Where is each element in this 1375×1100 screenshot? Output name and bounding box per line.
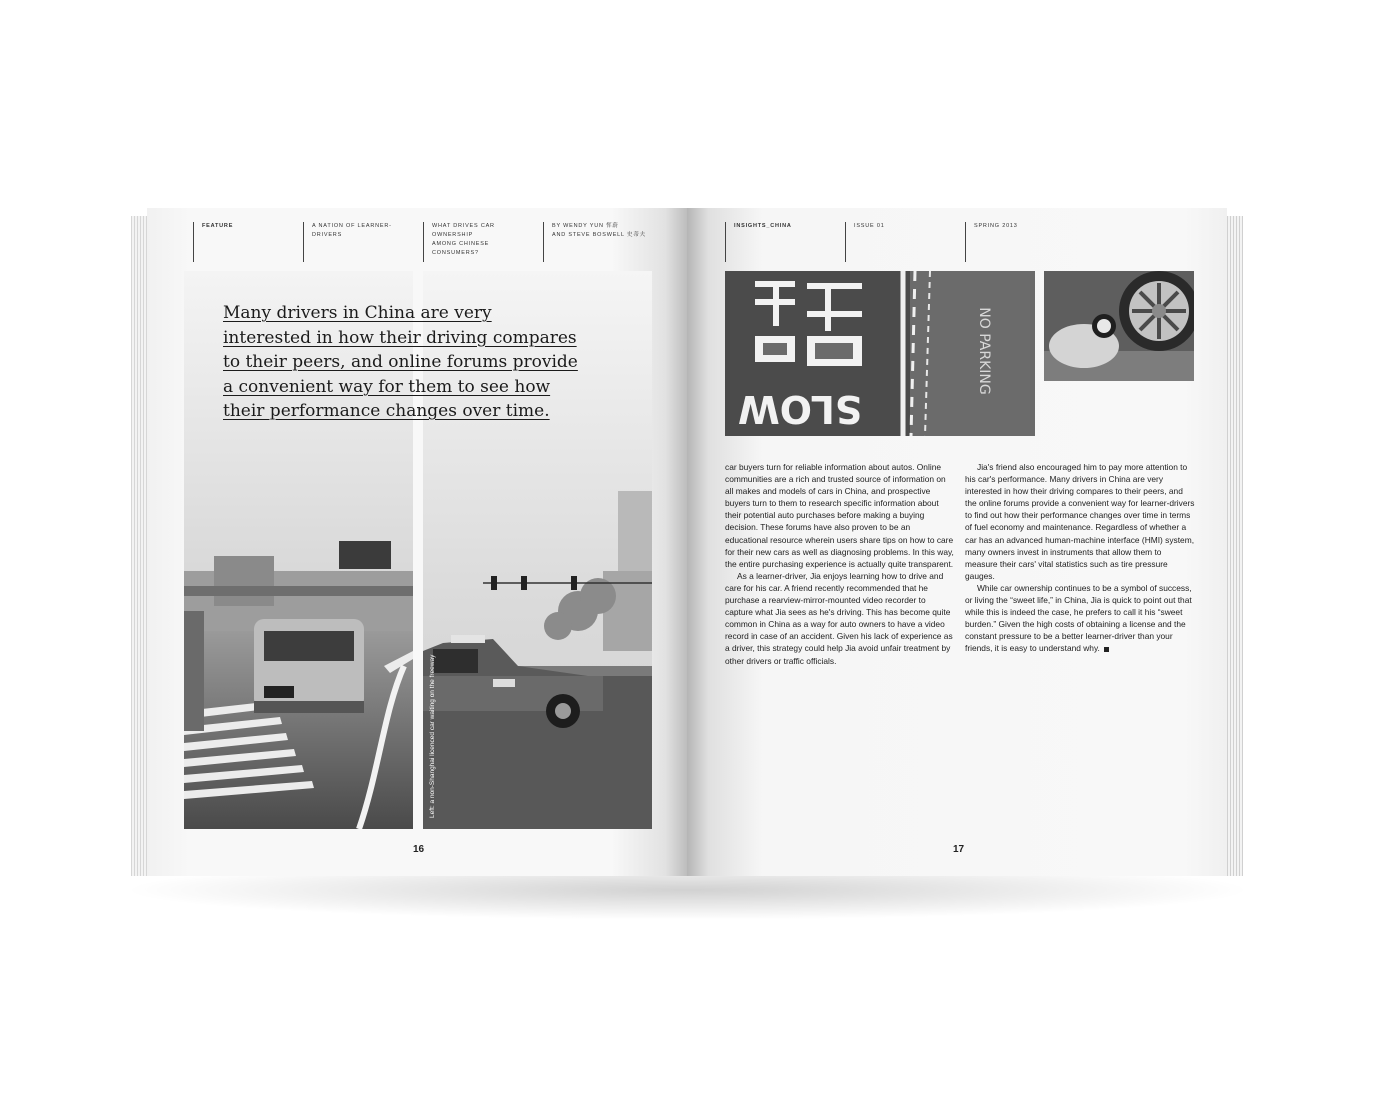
header-feature-title: A NATION OF LEARNER-DRIVERS — [303, 222, 416, 262]
header-subtitle: WHAT DRIVES CAR OWNERSHIP AMONG CHINESE CONSUMERS? — [423, 222, 536, 262]
paragraph: car buyers turn for reliable information about autos. Online communities are a rich and trusted source of information on all makes and models of cars in China, and prospective buyers turn to them to research specific information about their potential auto purchases before making a buying decision. These forums have also proven to be an educational resource wherein users share tips on how to care for their new cars as well as diagnosing problems. In this way, the entire purchasing experience is actually quite transparent. — [725, 462, 954, 569]
pull-quote-line: their performance changes over time. — [223, 401, 550, 421]
no-parking-text: NO PARKING — [976, 307, 992, 395]
header-issue: ISSUE 01 — [845, 222, 958, 262]
page-edges-right — [1225, 216, 1243, 876]
road-marking-text: SLOW — [737, 387, 863, 431]
section-label: FEATURE — [202, 223, 234, 229]
photo-road-marking — [725, 271, 1035, 436]
paragraph: As a learner-driver, Jia enjoys learning how to drive and care for his car. A friend recently recommended that he purchase a rearview-mirror-mounted video recorder to capture what Jia sees as he's driving. This has become quite common in China as a way for auto owners to have a video record in case of an accident. Given his lack of experience as a driver, this strategy could help Jia avoid unfair treatment by other drivers or traffic officials. — [725, 570, 953, 666]
end-mark-icon — [1104, 647, 1109, 652]
header-magazine — [725, 222, 838, 262]
paragraph: Jia's friend also encouraged him to pay more attention to his car's performance. Many drivers in China are very interested in how their driving compares to their peers, and the online forums provide a convenient way for learner-drivers to find out how their performance changes over time in terms of fuel economy and maintenance. Regardless of whether a car has an advanced human-machine interface (HMI) system, many owners invest in instruments that allow them to measure their cars' vital statistics such as tire pressure gauges. — [965, 462, 1195, 581]
header-section — [193, 222, 306, 262]
right-page — [687, 208, 1227, 876]
left-page — [147, 208, 687, 876]
photo-tire-gauge — [1044, 271, 1194, 381]
body-column-1 — [725, 461, 955, 667]
photo-caption: Left: a non-Shanghai licenced car waiting on the freeway — [429, 654, 436, 818]
magazine-name: INSIGHTS_CHINA — [734, 223, 792, 229]
pull-quote — [223, 301, 623, 424]
header-season: SPRING 2013 — [965, 222, 1078, 262]
header-byline: BY WENDY YUN 恽蔚 AND STEVE BOSWELL 史蒂夫 — [543, 222, 656, 262]
pull-quote-line: interested in how their driving compares — [223, 327, 577, 348]
page-number-right: 17 — [953, 844, 965, 855]
pull-quote-line: a convenient way for them to see how — [223, 376, 551, 397]
open-magazine — [131, 208, 1243, 876]
page-number-left: 16 — [413, 844, 425, 855]
pull-quote-line: to their peers, and online forums provide — [223, 352, 578, 372]
body-column-2 — [965, 461, 1195, 655]
pull-quote-line: Many drivers in China are very — [223, 303, 492, 323]
paragraph: While car ownership continues to be a symbol of success, or living the “sweet life,” in China, Jia is quick to point out that while this is indeed the case, he prefers to call it his “sweet burden.” Given the high costs of obtaining a license and the constant pressure to be a better learner-driver than your friends, it is easy to understand why. — [965, 582, 1192, 654]
